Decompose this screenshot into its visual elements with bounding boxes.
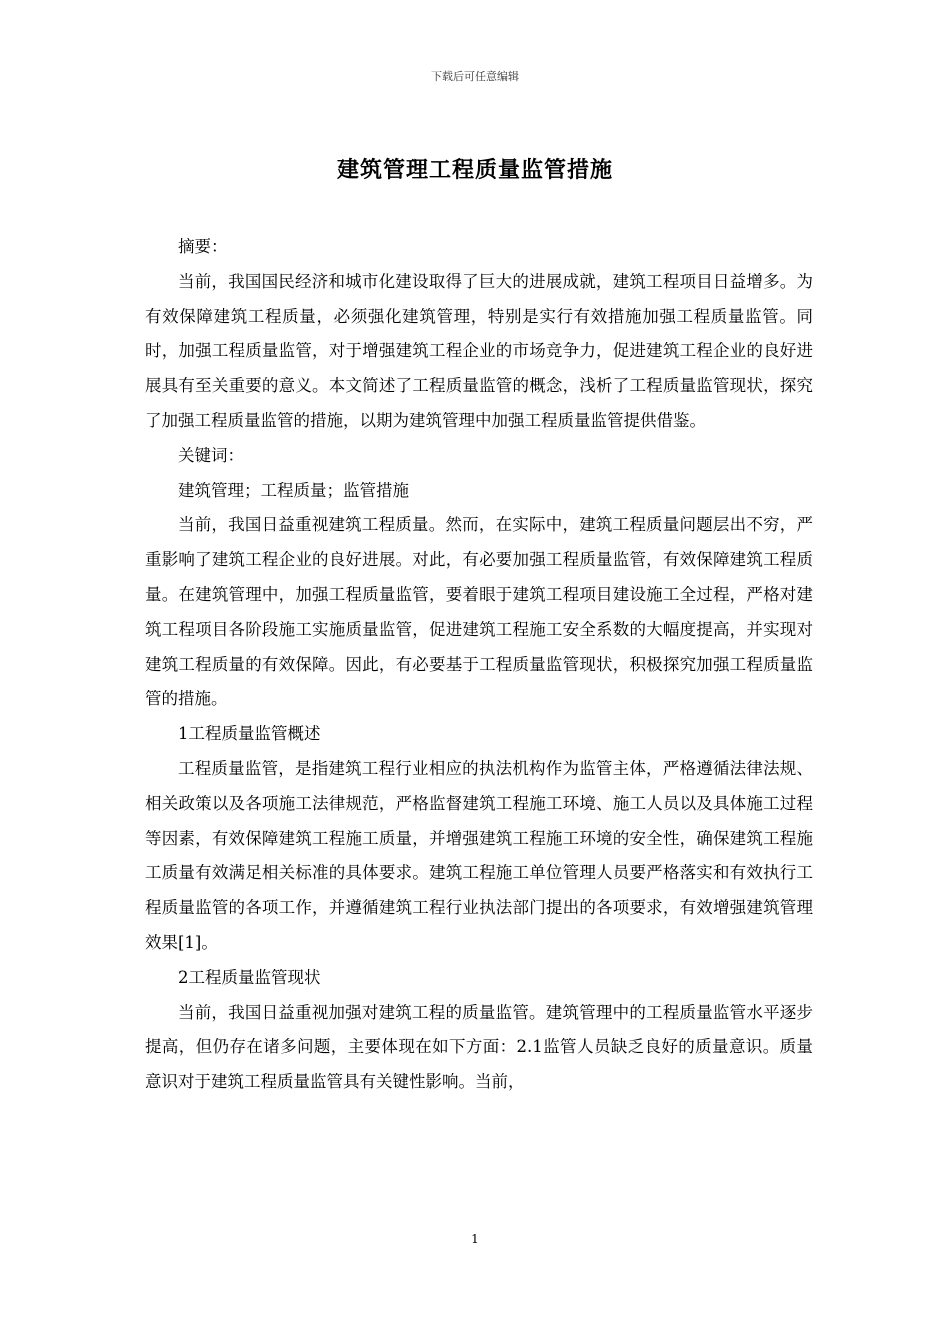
section-heading-1: 1工程质量监管概述: [178, 724, 321, 744]
keywords-text: 建筑管理；工程质量；监管措施: [178, 480, 409, 500]
intro-paragraph: 当前，我国日益重视建筑工程质量。然而，在实际中，建筑工程质量问题层出不穷，严重影响了建筑工程企业的良好进展。对此，有必要加强工程质量监管，有效保障建筑工程质量。在建筑管理中，加强工程质量监管，要着眼于建筑工程项目建设施工全过程，严格对建筑工程项目各阶段施工实施质量监管，促进建筑工程施工安全系数的大幅度提高，并实现对建筑工程质量的有效保障。因此，有必要基于工程质量监管现状，积极探究加强工程质量监管的措施。: [145, 515, 813, 709]
header-note: 下载后可任意编辑: [431, 70, 519, 83]
abstract-text: 当前，我国国民经济和城市化建设取得了巨大的进展成就，建筑工程项目日益增多。为有效保障建筑工程质量，必须强化建筑管理，特别是实行有效措施加强工程质量监管。同时，加强工程质量监管，对于增强建筑工程企业的市场竞争力，促进建筑工程企业的良好进展具有至关重要的意义。本文简述了工程质量监管的概念，浅析了工程质量监管现状，探究了加强工程质量监管的措施，以期为建筑管理中加强工程质量监管提供借鉴。: [145, 271, 813, 430]
abstract-label: 摘要：: [178, 237, 228, 256]
document-title: 建筑管理工程质量监管措施: [336, 157, 613, 183]
keywords-label: 关键词：: [178, 445, 244, 465]
section-heading-2: 2工程质量监管现状: [178, 967, 321, 987]
document-body: [145, 230, 813, 1100]
page-number: 1: [471, 1232, 479, 1246]
section-2-paragraph: 当前，我国日益重视加强对建筑工程的质量监管。建筑管理中的工程质量监管水平逐步提高，但仍存在诸多问题，主要体现在如下方面：2.1监管人员缺乏良好的质量意识。质量意识对于建筑工程质量监管具有关键性影响。当前，: [145, 1002, 813, 1092]
section-1-paragraph: 工程质量监管，是指建筑工程行业相应的执法机构作为监管主体，严格遵循法律法规、相关政策以及各项施工法律规范，严格监督建筑工程施工环境、施工人员以及具体施工过程等因素，有效保障建筑工程施工质量，并增强建筑工程施工环境的安全性，确保建筑工程施工质量有效满足相关标准的具体要求。建筑工程施工单位管理人员要严格落实和有效执行工程质量监管的各项工作，并遵循建筑工程行业执法部门提出的各项要求，有效增强建筑管理效果[1]。: [145, 758, 813, 952]
